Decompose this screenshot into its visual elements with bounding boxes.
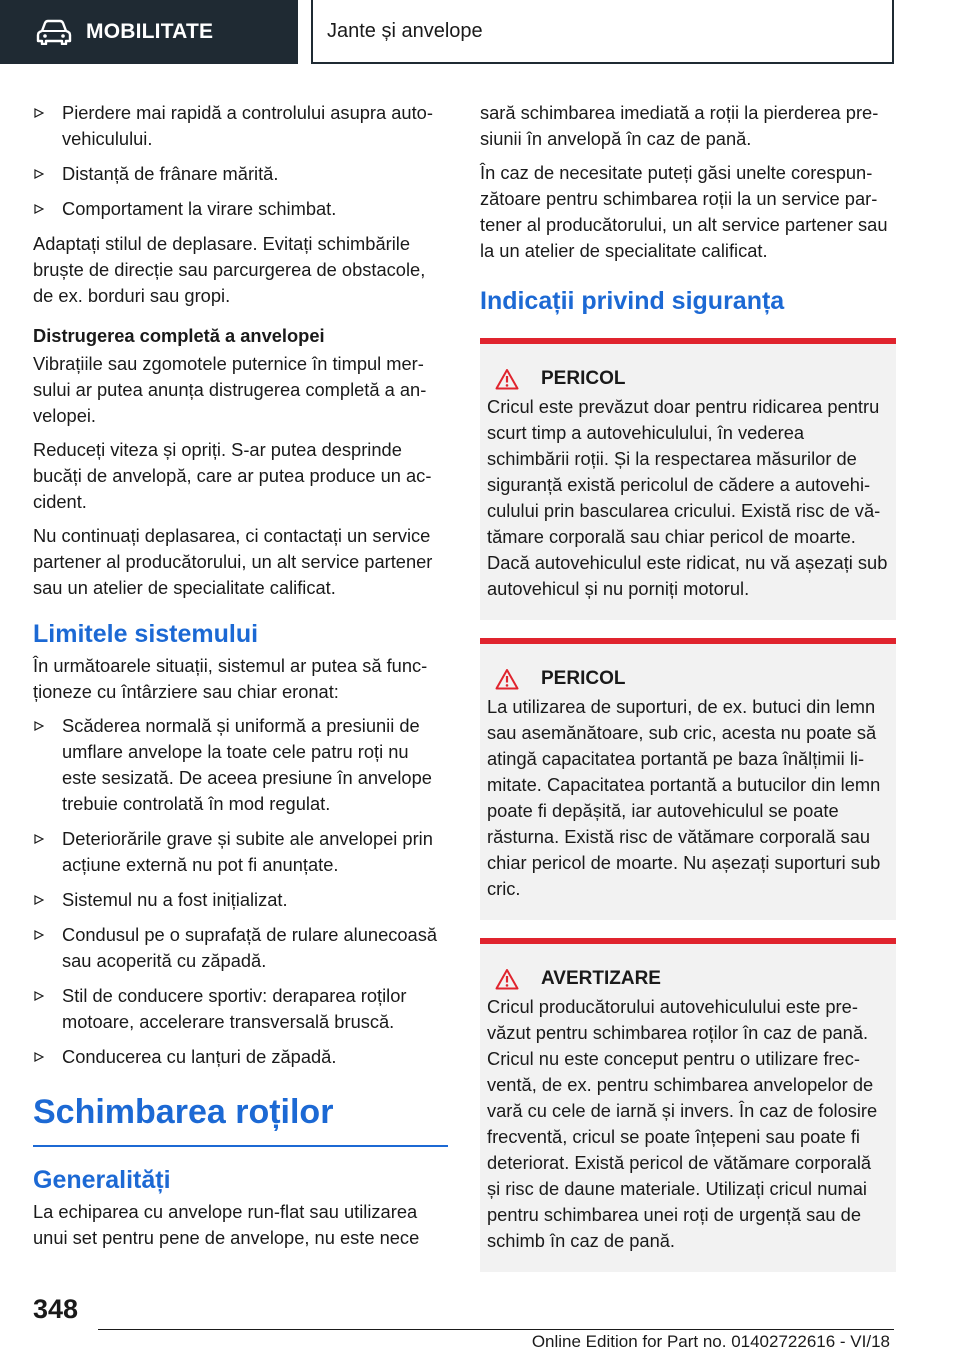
list-item: Stil de conducere sportiv: deraparea roților motoare, accelerare transversală bruscă. <box>33 983 448 1035</box>
paragraph: Adaptați stilul de deplasare. Evitați schimbările bruște de direcție sau parcurgerea de obstacole, de ex. borduri sau gropi. <box>33 233 426 306</box>
page-number: 348 <box>33 1294 79 1324</box>
subheading: Distrugerea completă a anvelopei <box>33 325 325 346</box>
warning-triangle-icon <box>495 968 519 990</box>
chapter-title: Jante și anvelope <box>327 19 483 42</box>
warning-title: PERICOL <box>541 668 626 689</box>
list-item: Pierdere mai rapidă a controlului asupra autovehiculului. <box>33 100 448 152</box>
list-item: Distanță de frânare mărită. <box>33 161 448 187</box>
triangle-bullet-icon <box>34 108 44 118</box>
warning-box <box>480 938 896 1272</box>
list-item: Conducerea cu lanțuri de zăpadă. <box>33 1044 448 1070</box>
left-column <box>33 100 448 1259</box>
warning-text: Cricul producătorului autovehiculului este prevăzut pentru schimbarea roților în caz de pană. Cricul nu este conceput pentru o utilizare frecventă, de ex. pentru schimbarea anvelopelor de vară cu cele de iarnă și invers. În caz de folosire frecventă, cricul se poate înțepeni sau poate fi deteriorat. Există pericol de vătămare corporală și risc de daune materiale. Utilizați cricul numai pentru schimbarea unei roți de urgență sau de schimb în caz de pană. <box>487 996 878 1251</box>
triangle-bullet-icon <box>34 834 44 844</box>
triangle-bullet-icon <box>34 169 44 179</box>
list-item: Sistemul nu a fost inițializat. <box>33 887 448 913</box>
right-column <box>480 100 896 1290</box>
consequence-list <box>33 100 448 222</box>
list-item: Comportament la virare schimbat. <box>33 196 448 222</box>
paragraph: În următoarele situații, sistemul ar putea să funcționeze cu întârziere sau chiar eronat: <box>33 655 428 702</box>
triangle-bullet-icon <box>34 1052 44 1062</box>
paragraph: sară schimbarea imediată a roții la pierderea presiunii în anvelopă în caz de pană. <box>480 102 879 149</box>
section-title: MOBILITATE <box>86 20 214 43</box>
warning-triangle-icon <box>495 368 519 390</box>
limits-list <box>33 713 448 1070</box>
heading-system-limits: Limitele sistemului <box>33 620 259 648</box>
heading-wheel-change: Schimbarea roților <box>33 1093 334 1131</box>
warning-box <box>480 638 896 920</box>
list-item: Scăderea normală și uniformă a presiunii de umflare anvelope la toate cele patru roți nu este sesizată. De aceea presiune în anvelope trebuie controlată în mod regulat. <box>33 713 448 817</box>
edition-note: Online Edition for Part no. 01402722616 - VI/18 <box>531 1332 890 1351</box>
heading-rule <box>33 1145 448 1147</box>
car-icon <box>36 19 72 45</box>
triangle-bullet-icon <box>34 930 44 940</box>
triangle-bullet-icon <box>34 204 44 214</box>
chapter-header <box>311 0 894 64</box>
heading-safety: Indicații privind siguranța <box>480 287 785 315</box>
triangle-bullet-icon <box>34 991 44 1001</box>
warning-title: PERICOL <box>541 368 626 389</box>
triangle-bullet-icon <box>34 895 44 905</box>
warning-box <box>480 338 896 620</box>
section-header <box>0 0 298 64</box>
warning-text: La utilizarea de suporturi, de ex. butuci din lemn sau asemănătoare, sub cric, acesta nu poate să atingă capacitatea portantă pe baza înălțimii limitate. Capacitatea portantă a butucilor din lemn poate fi depășită, iar autovehiculul se poate răsturna. Există risc de vătămare corporală sau chiar pericol de moarte. Nu așezați suporturi sub cric. <box>487 696 881 899</box>
paragraph: La echiparea cu anvelope run-flat sau utilizarea unui set pentru pene de anvelope, nu este nece <box>33 1201 420 1248</box>
warning-title: AVERTIZARE <box>541 968 661 989</box>
list-item: Condusul pe o suprafață de rulare alunecoasă sau acoperită cu zăpadă. <box>33 922 448 974</box>
warning-text: Cricul este prevăzut doar pentru ridicarea pentru scurt timp a autovehiculului, în vederea schimbării roții. Și la respectarea măsurilor de siguranță există pericolul de cădere a autovehiculului prin bascularea cricului. Există risc de vătămare corporală sau chiar pericol de moarte. Dacă autovehiculul este ridicat, nu vă așezați sub autovehicul și nu porniți motorul. <box>487 396 888 599</box>
paragraph: Nu continuați deplasarea, ci contactați un service partener al producătorului, un alt service partener sau un atelier de specialitate calificat. <box>33 525 433 598</box>
paragraph: Vibrațiile sau zgomotele puternice în timpul mersului ar putea anunța distrugerea completă a anvelopei. <box>33 353 427 426</box>
triangle-bullet-icon <box>34 721 44 731</box>
heading-general: Generalități <box>33 1166 171 1194</box>
list-item: Deteriorările grave și subite ale anvelopei prin acțiune externă nu pot fi anunțate. <box>33 826 448 878</box>
warning-triangle-icon <box>495 668 519 690</box>
footer-rule <box>98 1329 894 1330</box>
paragraph: Reduceți viteza și opriți. S-ar putea desprinde bucăți de anvelopă, care ar putea produce un accident. <box>33 439 432 512</box>
paragraph: În caz de necesitate puteți găsi unelte corespunzătoare pentru schimbarea roții la un service partener al producătorului, un alt service partener sau la un atelier de specialitate calificat. <box>480 162 888 261</box>
